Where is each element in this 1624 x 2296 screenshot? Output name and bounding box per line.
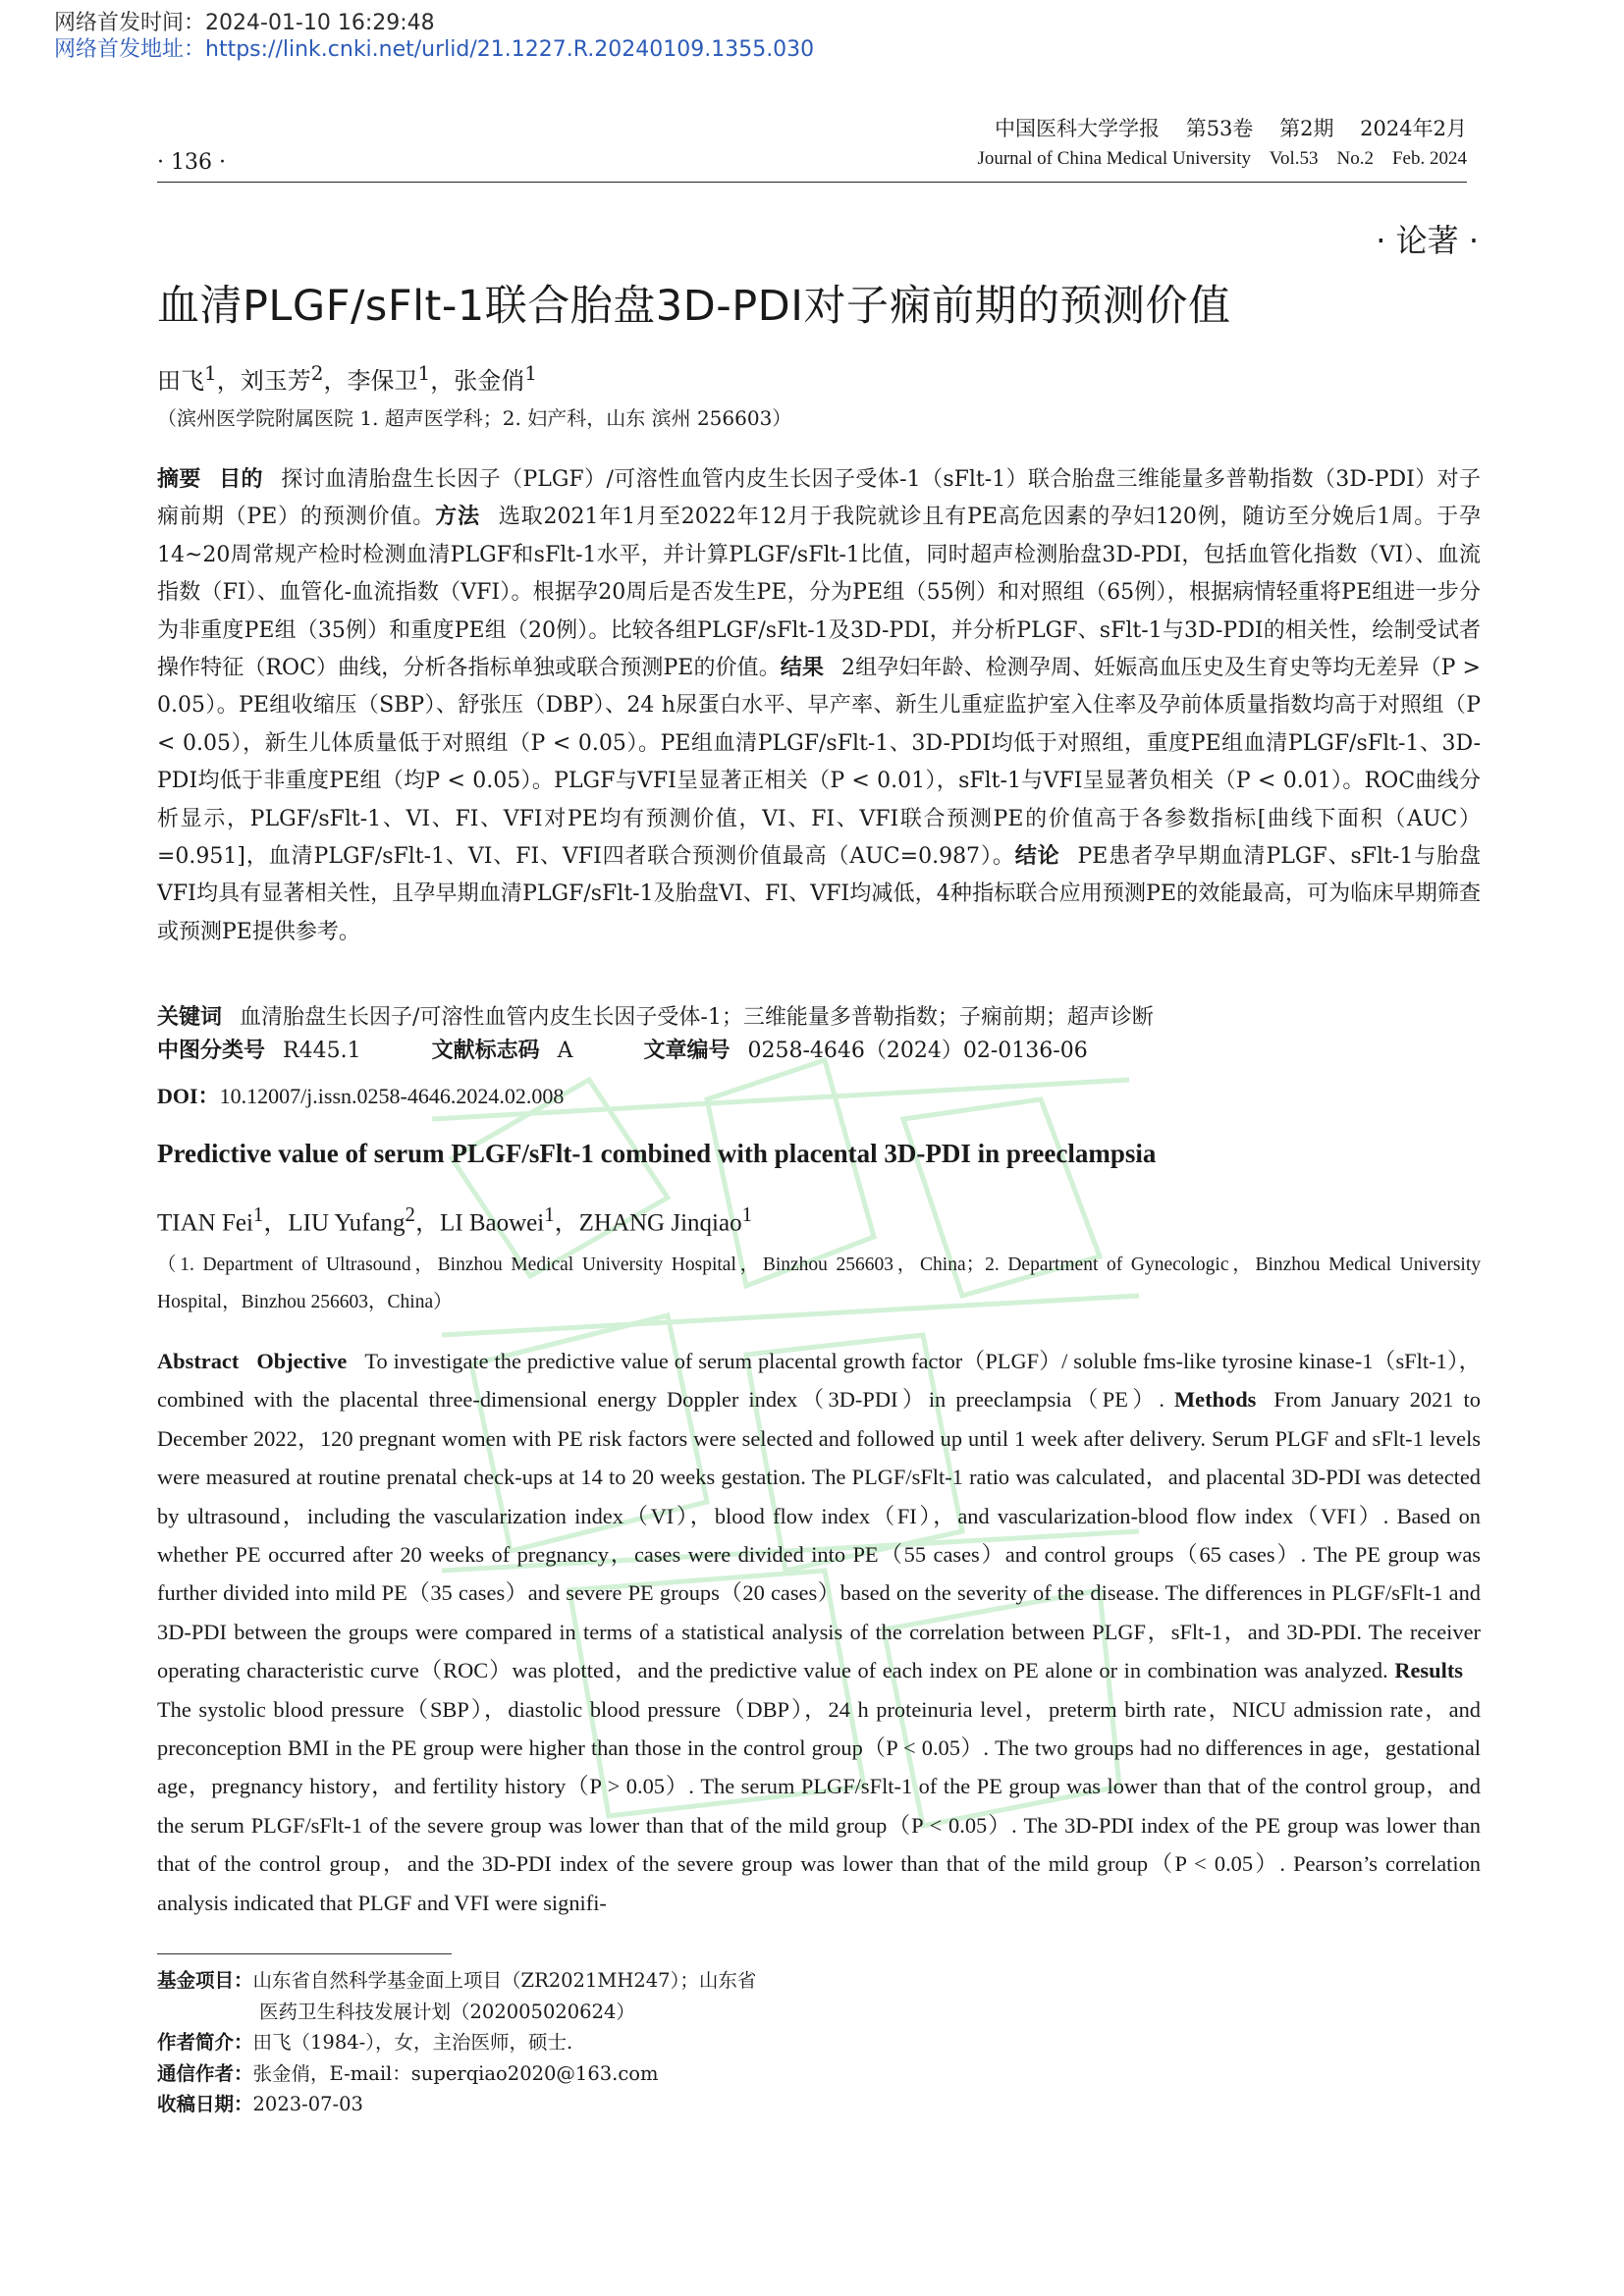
abstract-label-en: Abstract bbox=[157, 1349, 240, 1373]
results-label-en: Results bbox=[1394, 1658, 1463, 1683]
doc-code-value: A bbox=[557, 1039, 573, 1063]
author-name: LI Baowei bbox=[439, 1209, 545, 1237]
footnote-divider bbox=[157, 1953, 452, 1954]
affiliation-en: （1. Department of Ultrasound，Binzhou Medical University Hospital，Binzhou 256603，China；2. Department of Gynecologic，Binzhou Medical University Hospital，Binzhou 256603，China） bbox=[157, 1255, 1481, 1312]
journal-name-cn: 中国医科大学学报 第53卷 第2期 2024年2月 bbox=[995, 117, 1467, 140]
results-label: 结果 bbox=[780, 656, 825, 681]
publish-url-link[interactable]: https://link.cnki.net/urlid/21.1227.R.20240109.1355.030 bbox=[205, 37, 815, 62]
received-date: 2023-07-03 bbox=[252, 2093, 363, 2116]
author-name: ZHANG Jinqiao bbox=[578, 1209, 742, 1237]
abstract-label: 摘要 bbox=[157, 467, 201, 492]
methods-label-en: Methods bbox=[1174, 1387, 1257, 1413]
author-name: 李保卫 bbox=[347, 367, 418, 395]
doi-value[interactable]: 10.12007/j.issn.0258-4646.2024.02.008 bbox=[219, 1084, 565, 1108]
results-text-en: The systolic blood pressure（SBP），diastolic blood pressure（DBP），24 h proteinuria level，preterm birth rate，NICU admission rate，and preconception BMI in the PE group were higher than those in the control group（P < 0.05）. The two groups had no differences in age，gestational age，pregnancy history，and fertility history（P > 0.05）. The serum PLGF/sFlt-1 of the PE group was lower than that of the control group，and the serum PLGF/sFlt-1 of the severe group was lower than that of the mild group（P < 0.05）. The 3D-PDI index of the PE group was lower than that of the control group，and the 3D-PDI index of the severe group was lower than that of the mild group（P < 0.05）. Pearson’s correlation analysis indicated that PLGF and VFI were signifi- bbox=[157, 1696, 1481, 1915]
author-name: 刘玉芳 bbox=[240, 367, 311, 395]
methods-text: 选取2021年1月至2022年12月于我院就诊且有PE高危因素的孕妇120例，随访至分娩后1周。于孕14~20周常规产检时检测血清PLGF和sFlt-1水平，并计算PLGF/sFlt-1比值，同时超声检测胎盘3D-PDI，包括血管化指数（VI）、血流指数（FI）、血管化-血流指数（VFI）。根据孕20周后是否发生PE，分为PE组（55例）和对照组（65例），根据病情轻重将PE组进一步分为非重度PE组（35例）和重度PE组（20例）。比较各组PLGF/sFlt-1及3D-PDI，并分析PLGF、sFlt-1与3D-PDI的相关性，绘制受试者操作特征（ROC）曲线，分析各指标单独或联合预测PE的价值。 bbox=[157, 505, 1481, 681]
author-name: TIAN Fei bbox=[157, 1209, 253, 1237]
affiliation-mark: 1 bbox=[741, 1202, 753, 1226]
authors-cn: 田飞$^1$，刘玉芳$^2$，李保卫$^1$，张金俏$^1$ bbox=[157, 361, 537, 395]
footnotes bbox=[157, 1965, 756, 2120]
affiliation-mark: 1 bbox=[524, 361, 537, 385]
article-title-cn: 血清PLGF/sFlt-1联合胎盘3D-PDI对子痫前期的预测价值 bbox=[157, 282, 1231, 331]
article-number-label: 文章编号 bbox=[643, 1039, 731, 1063]
methods-label: 方法 bbox=[435, 505, 480, 530]
results-text: 2组孕妇年龄、检测孕周、妊娠高血压史及生育史等均无差异（P > 0.05）。PE组收缩压（SBP）、舒张压（DBP）、24 h尿蛋白水平、早产率、新生儿重症监护室入住率及孕前体质量指数均高于对照组（P < 0.05），新生儿体质量低于对照组（P < 0.05）。PE组血清PLGF/sFlt-1、3D-PDI均低于对照组，重度PE组血清PLGF/sFlt-1、3D-PDI均低于非重度PE组（均P < 0.05）。PLGF与VFI呈显著正相关（P < 0.01），sFlt-1与VFI呈显著负相关（P < 0.01）。ROC曲线分析显示，PLGF/sFlt-1、VI、FI、VFI对PE均有预测价值，VI、FI、VFI联合预测PE的价值高于各参数指标[曲线下面积（AUC）=0.951]，血清PLGF/sFlt-1、VI、FI、VFI四者联合预测价值最高（AUC=0.987）。 bbox=[157, 656, 1481, 870]
affiliation-mark: 1 bbox=[252, 1202, 264, 1226]
conclusion-text: PE患者孕早期血清PLGF、sFlt-1与胎盘VFI均具有显著相关性，且孕早期血清PLGF/sFlt-1及胎盘VI、FI、VFI均减低，4种指标联合应用预测PE的效能最高，可为临床早期筛查或预测PE提供参考。 bbox=[157, 844, 1481, 944]
author-name: 张金俏 bbox=[454, 367, 525, 395]
fund-label: 基金项目： bbox=[157, 1969, 253, 1992]
page-number: · 136 · bbox=[157, 150, 226, 175]
doi bbox=[157, 1080, 564, 1110]
author-name: LIU Yufang bbox=[288, 1209, 406, 1237]
received-date-label: 收稿日期： bbox=[157, 2093, 253, 2116]
fund-text-continued: 医药卫生科技发展计划（202005020624） bbox=[259, 2000, 635, 2023]
objective-label-en: Objective bbox=[256, 1349, 348, 1373]
fund-text: 山东省自然科学基金面上项目（ZR2021MH247）；山东省 bbox=[252, 1969, 757, 1992]
running-header bbox=[157, 113, 1467, 183]
corresponding-author-label: 通信作者： bbox=[157, 2061, 253, 2085]
affiliation-mark: 2 bbox=[405, 1202, 415, 1226]
affiliation-mark: 1 bbox=[544, 1202, 555, 1226]
keywords-and-classification bbox=[157, 1001, 1154, 1068]
abstract-en bbox=[157, 1342, 1481, 1922]
section-label: · 论著 · bbox=[1376, 222, 1479, 259]
publish-time: 2024-01-10 16:29:48 bbox=[205, 11, 435, 35]
publish-time-label: 网络首发时间： bbox=[54, 11, 206, 35]
author-name: 田飞 bbox=[157, 367, 204, 395]
doi-label: DOI： bbox=[157, 1084, 220, 1108]
objective-label: 目的 bbox=[218, 467, 263, 492]
author-bio-text: 田飞（1984-），女，主治医师，硕士. bbox=[252, 2031, 573, 2055]
publish-url-label: 网络首发地址： bbox=[54, 37, 206, 62]
doc-code-label: 文献标志码 bbox=[431, 1039, 540, 1063]
clc-label: 中图分类号 bbox=[157, 1039, 266, 1063]
conclusion-label: 结论 bbox=[1014, 844, 1060, 870]
keywords-label: 关键词 bbox=[157, 1005, 223, 1030]
online-publication-info bbox=[54, 10, 814, 63]
affiliation-mark: 1 bbox=[204, 361, 217, 385]
clc-value: R445.1 bbox=[283, 1039, 361, 1063]
methods-text-en: From January 2021 to December 2022，120 pregnant women with PE risk factors were selected and followed up until 1 week after delivery. Serum PLGF and sFlt-1 levels were measured at routine prenatal check-ups at 14 to 20 weeks gestation. The PLGF/sFlt-1 ratio was calculated，and placental 3D-PDI was detected by ultrasound，including the vascularization index（VI），blood flow index（FI），and vascularization-blood flow index（VFI）. Based on whether PE occurred after 20 weeks of pregnancy，cases were divided into PE（55 cases）and control groups（65 cases）. The PE group was further divided into mild PE（35 cases）and severe PE groups（20 cases）based on the severity of the disease. The differences in PLGF/sFlt-1 and 3D-PDI between the groups were compared in terms of a statistical analysis of the correlation between PLGF，sFlt-1，and 3D-PDI. The receiver operating characteristic curve（ROC）was plotted，and the predictive value of each index on PE alone or in combination was analyzed. bbox=[157, 1387, 1481, 1683]
affiliation-mark: 2 bbox=[310, 361, 324, 385]
objective-text-en: To investigate the predictive value of serum placental growth factor（PLGF）/ soluble fms-like tyrosine kinase-1（sFlt-1），combined with the placental three-dimensional energy Doppler index（3D-PDI）in preeclampsia（PE）. bbox=[157, 1349, 1481, 1413]
affiliation-cn: （滨州医学院附属医院 1. 超声医学科；2. 妇产科，山东 滨州 256603） bbox=[157, 406, 792, 430]
corresponding-author-text: 张金俏，E-mail：superqiao2020@163.com bbox=[252, 2061, 659, 2085]
article-title-en: Predictive value of serum PLGF/sFlt-1 combined with placental 3D-PDI in preeclampsia bbox=[157, 1139, 1157, 1168]
affiliation-mark: 1 bbox=[417, 361, 431, 385]
abstract-cn bbox=[157, 461, 1481, 951]
author-bio-label: 作者简介： bbox=[157, 2031, 253, 2055]
article-number-value: 0258-4646（2024）02-0136-06 bbox=[747, 1039, 1088, 1063]
journal-name-en: Journal of China Medical University Vol.53 No.2 Feb. 2024 bbox=[977, 148, 1467, 169]
keywords-text: 血清胎盘生长因子/可溶性血管内皮生长因子受体-1；三维能量多普勒指数；子痫前期；超声诊断 bbox=[240, 1005, 1154, 1030]
objective-text: 探讨血清胎盘生长因子（PLGF）/可溶性血管内皮生长因子受体-1（sFlt-1）联合胎盘三维能量多普勒指数（3D-PDI）对子痫前期（PE）的预测价值。 bbox=[157, 467, 1481, 530]
authors-en: TIAN Fei$^1$，LIU Yufang$^2$，LI Baowei$^1$，ZHANG Jinqiao$^1$ bbox=[157, 1202, 753, 1237]
